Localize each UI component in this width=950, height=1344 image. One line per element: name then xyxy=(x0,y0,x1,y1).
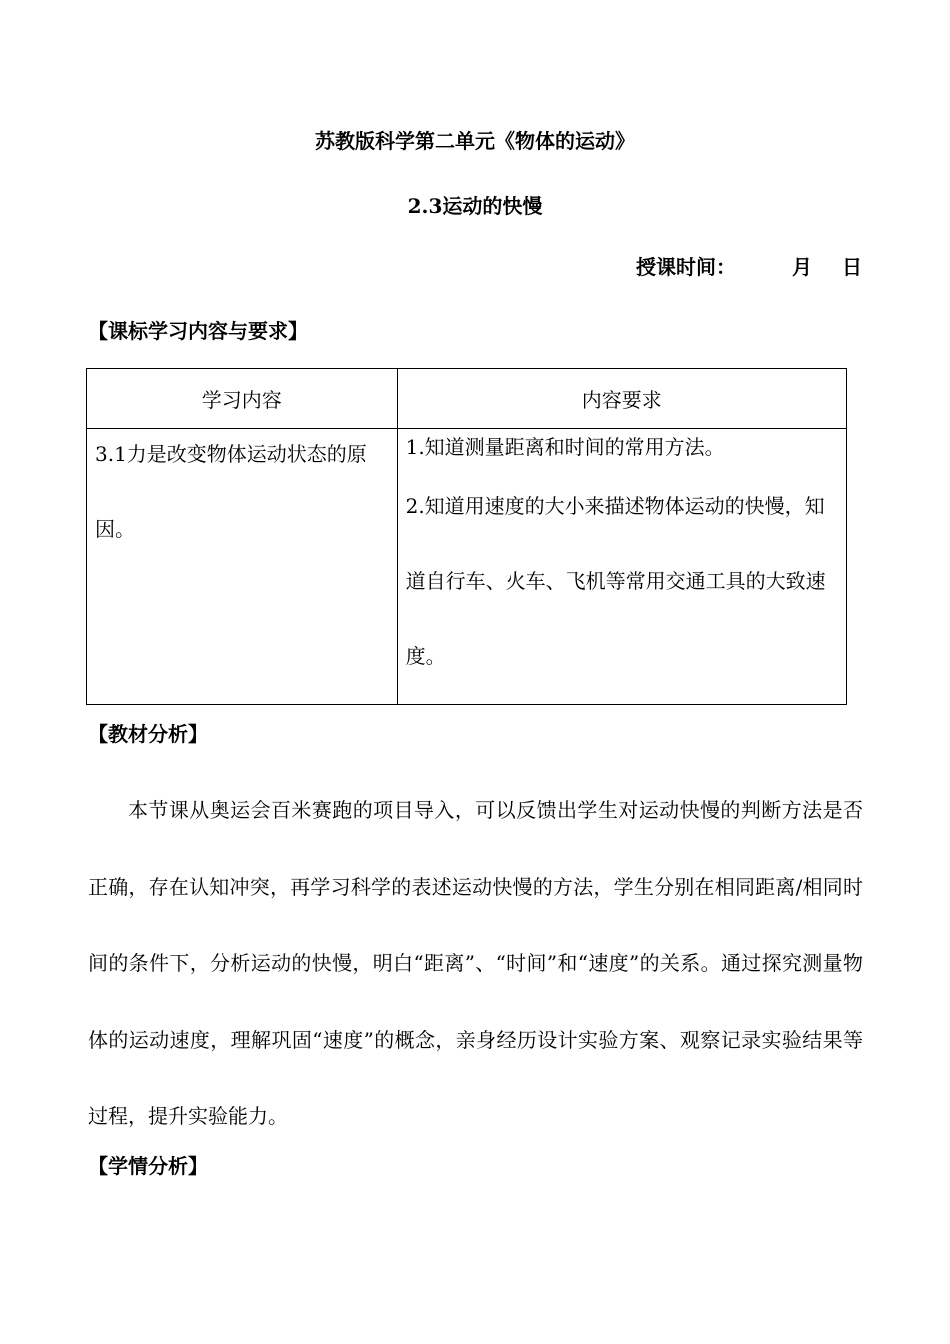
teaching-time-label: 授课时间： xyxy=(636,255,736,279)
table-cell-content xyxy=(87,429,398,705)
requirement-item: 1.知道测量距离和时间的常用方法。 xyxy=(405,435,725,459)
textbook-analysis-paragraph: 本节课从奥运会百米赛跑的项目导入，可以反馈出学生对运动快慢的判断方法是否正确，存在认知冲突，再学习科学的表述运动快慢的方法，学生分别在相同距离/相同时间的条件下，分析运动的快慢，明白“距离”、“时间”和“速度”的关系。通过探究测量物体的运动速度，理解巩固“速度”的概念，亲身经历设计实验方案、观察记录实验结果等过程，提升实验能力。 xyxy=(88,798,863,1129)
standards-table xyxy=(86,368,847,705)
teaching-time xyxy=(636,252,862,282)
table-header-content: 学习内容 xyxy=(87,369,398,429)
teaching-time-month: 月 xyxy=(792,255,812,279)
content-text: 3.1力是改变物体运动状态的原因。 xyxy=(95,442,367,541)
table-header-requirements: 内容要求 xyxy=(397,369,846,429)
standards-heading: 【课标学习内容与要求】 xyxy=(88,319,308,343)
table-cell-requirements xyxy=(397,429,846,705)
student-analysis-heading: 【学情分析】 xyxy=(88,1154,208,1178)
document-title: 苏教版科学第二单元《物体的运动》 xyxy=(315,129,635,153)
teaching-time-day: 日 xyxy=(842,255,862,279)
table-row xyxy=(87,429,847,705)
textbook-analysis-heading: 【教材分析】 xyxy=(88,722,208,746)
requirement-item: 2.知道用速度的大小来描述物体运动的快慢，知道自行车、火车、飞机等常用交通工具的大致速度。 xyxy=(405,494,826,668)
lesson-title: 2.3运动的快慢 xyxy=(407,194,543,218)
